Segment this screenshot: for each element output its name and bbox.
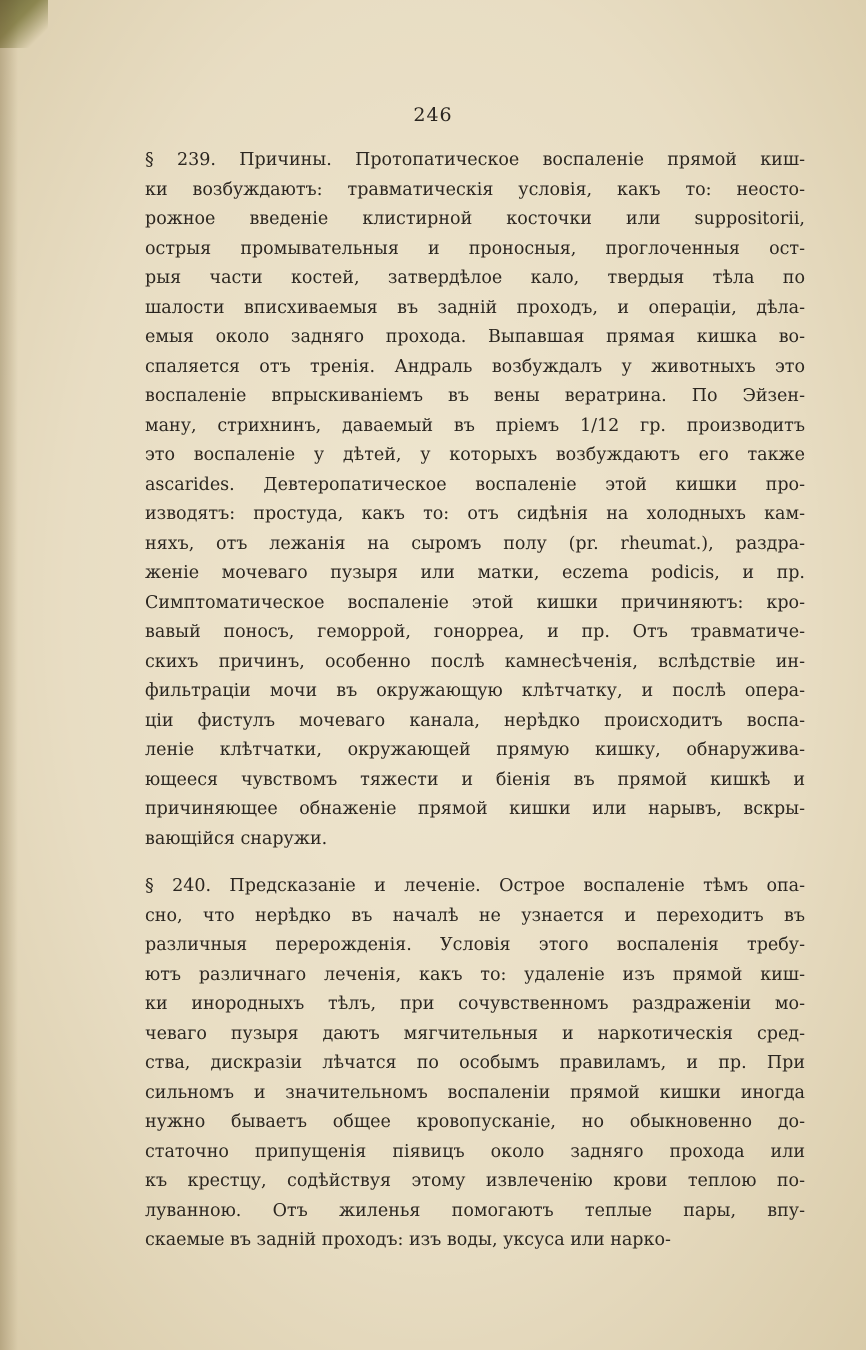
text-line: шалости вписхиваемыя въ задній проходъ, и операціи, дѣла- (145, 297, 805, 318)
text-line: статочно припущенія піявицъ около задняго прохода или (145, 1141, 805, 1162)
text-line: спаляется отъ тренія. Андраль возбуждалъ у животныхъ это (145, 356, 805, 377)
page-number: 246 (413, 104, 453, 126)
text-line: причиняющее обнаженіе прямой кишки или нарывъ, вскры- (145, 799, 805, 819)
text-line: § 240. Предсказаніе и леченіе. Острое воспаленіе тѣмъ опа- (145, 876, 805, 896)
text-line: вающійся снаружи. (145, 828, 328, 849)
text-line: сно, что нерѣдко въ началѣ не узнается и переходитъ въ (145, 905, 805, 926)
text-line: ману, стрихнинъ, даваемый въ пріемъ 1/12 гр. производитъ (145, 415, 805, 436)
text-line: ascarides. Девтеропатическое воспаленіе этой кишки про- (145, 474, 805, 495)
binding-edge-shadow (0, 0, 18, 1350)
text-line: луванною. Отъ жиленья помогаютъ теплые пары, впу- (145, 1200, 805, 1221)
text-line: воспаленіе впрыскиваніемъ въ вены вератрина. По Эйзен- (145, 386, 805, 406)
text-line: острыя промывательныя и проносныя, проглоченныя ост- (145, 238, 805, 259)
text-line: няхъ, отъ лежанія на сыромъ полу (pr. rheumat.), раздра- (145, 533, 805, 554)
text-line: ютъ различнаго леченія, какъ то: удаленіе изъ прямой киш- (145, 964, 805, 985)
text-line: вавый поносъ, геморрой, гонорреа, и пр. Отъ травматиче- (145, 622, 805, 642)
text-line: леніе клѣтчатки, окружающей прямую кишку, обнаружива- (145, 740, 805, 760)
text-line: ства, дискразіи лѣчатся по особымъ правиламъ, и пр. При (145, 1053, 805, 1073)
text-line: чеваго пузыря даютъ мягчительныя и наркотическія сред- (145, 1023, 805, 1044)
paragraph-239 (145, 146, 805, 854)
text-line: фильтраціи мочи въ окружающую клѣтчатку, и послѣ опера- (145, 681, 805, 701)
text-line: рожное введеніе клистирной косточки или suppositorii, (145, 209, 805, 229)
text-line: рыя части костей, затвердѣлое кало, твердыя тѣла по (145, 268, 805, 288)
text-line: § 239. Причины. Протопатическое воспаленіе прямой киш- (145, 150, 805, 170)
text-line: различныя перерожденія. Условія этого воспаленія требу- (145, 935, 805, 955)
text-line: сильномъ и значительномъ воспаленіи прямой кишки иногда (145, 1082, 805, 1103)
paragraph-240 (145, 872, 805, 1256)
text-line: ціи фистулъ мочеваго канала, нерѣдко происходитъ воспа- (145, 710, 805, 731)
text-line: скаемые въ задній проходъ: изъ воды, уксуса или нарко- (145, 1230, 671, 1250)
text-line: изводятъ: простуда, какъ то: отъ сидѣнія на холодныхъ кам- (145, 504, 805, 524)
text-line: ки инородныхъ тѣлъ, при сочувственномъ раздраженіи мо- (145, 994, 805, 1014)
text-line: ющееся чувствомъ тяжести и біенія въ прямой кишкѣ и (145, 769, 805, 790)
text-line: ки возбуждаютъ: травматическія условія, какъ то: неосто- (145, 179, 805, 200)
text-line: это воспаленіе у дѣтей, у которыхъ возбуждаютъ его также (145, 445, 805, 465)
text-line: скихъ причинъ, особенно послѣ камнесѣченія, вслѣдствіе ин- (145, 651, 805, 672)
text-line: нужно бываетъ общее кровопусканіе, но обыкновенно до- (145, 1112, 805, 1132)
text-line: Симптоматическое воспаленіе этой кишки причиняютъ: кро- (145, 592, 805, 613)
text-line: къ крестцу, содѣйствуя этому извлеченію крови теплою по- (145, 1171, 805, 1191)
text-line: женіе мочеваго пузыря или матки, eczema podicis, и пр. (145, 563, 805, 583)
text-line: емыя около задняго прохода. Выпавшая прямая кишка во- (145, 327, 805, 347)
